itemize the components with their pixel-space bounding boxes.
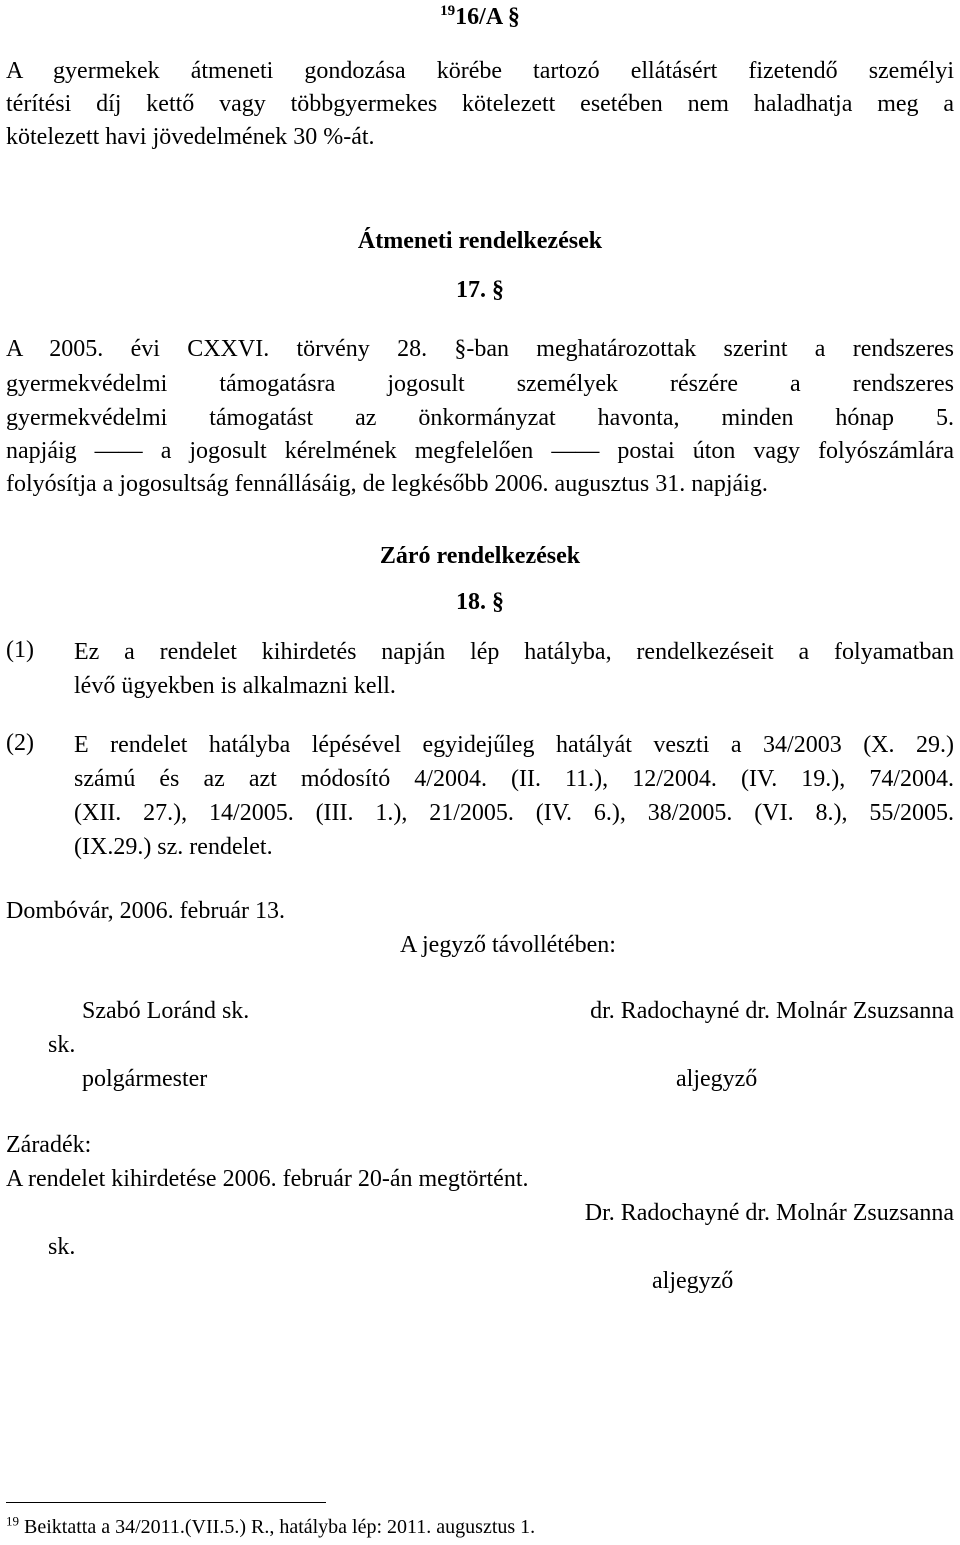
section-heading-16a: [0, 4, 960, 31]
section-title-transitional: Átmeneti rendelkezések: [357, 228, 603, 254]
paragraph-line: Ez a rendelet kihirdetés napján lép hatályba, rendelkezéseit a folyamatban: [74, 639, 954, 665]
paragraph-line: A gyermekek átmeneti gondozása körébe tartozó ellátásért fizetendő személyi: [6, 58, 954, 84]
paragraph-line: gyermekvédelmi támogatást az önkormányzat havonta, minden hónap 5.: [6, 405, 954, 431]
paragraph-line: napjáig —— a jogosult kérelmének megfelelően —— postai úton vagy folyószámlára: [6, 438, 954, 464]
section-number: 16/A §: [455, 4, 520, 30]
section-number-18: 18. §: [456, 589, 504, 615]
mayor-name: Szabó Loránd sk.: [82, 998, 250, 1024]
paragraph-line: (XII. 27.), 14/2005. (III. 1.), 21/2005. (IV. 6.), 38/2005. (VI. 8.), 55/2005.: [74, 800, 954, 826]
subsection-number-1: (1): [6, 637, 34, 663]
footnote-ref: 19: [440, 3, 456, 19]
paragraph-line: térítési díj kettő vagy többgyermekes kötelezett esetében nem haladhatja meg a: [6, 91, 954, 117]
section-title-final: Záró rendelkezések: [379, 543, 581, 569]
mayor-title: polgármester: [82, 1066, 208, 1092]
paragraph-line: számú és az azt módosító 4/2004. (II. 11.), 12/2004. (IV. 19.), 74/2004.: [74, 766, 954, 792]
paragraph-line: E rendelet hatályba lépésével egyidejűleg hatályát veszti a 34/2003 (X. 29.): [74, 732, 954, 758]
subsection-number-2: (2): [6, 730, 34, 756]
clause-signer-title: aljegyző: [652, 1268, 734, 1294]
footnote-text: Beiktatta a 34/2011.(VII.5.) R., hatályba lép: 2011. augusztus 1.: [24, 1516, 536, 1538]
clause-signer-name: Dr. Radochayné dr. Molnár Zsuzsanna: [584, 1200, 954, 1226]
paragraph-line: (IX.29.) sz. rendelet.: [74, 834, 273, 860]
paragraph-line: gyermekvédelmi támogatásra jogosult személyek részére a rendszeres: [6, 371, 954, 397]
deputy-notary-title: aljegyző: [676, 1066, 758, 1092]
footnote: [6, 1513, 536, 1539]
clause-label: Záradék:: [6, 1132, 92, 1158]
clause-text: A rendelet kihirdetése 2006. február 20-án megtörtént.: [6, 1166, 529, 1192]
footnote-number: 19: [6, 1513, 19, 1529]
place-date: Dombóvár, 2006. február 13.: [6, 898, 285, 924]
sk-mark: sk.: [48, 1032, 76, 1058]
paragraph-line: folyósítja a jogosultság fennállásáig, de legkésőbb 2006. augusztus 31. napjáig.: [6, 471, 768, 497]
deputy-notary-name: dr. Radochayné dr. Molnár Zsuzsanna: [590, 998, 954, 1024]
section-number-17: 17. §: [456, 277, 504, 303]
paragraph-line: lévő ügyekben is alkalmazni kell.: [74, 673, 396, 699]
paragraph-line: A 2005. évi CXXVI. törvény 28. §-ban meghatározottak szerint a rendszeres: [6, 336, 954, 362]
clause-sk-mark: sk.: [48, 1234, 76, 1260]
paragraph-line: kötelezett havi jövedelmének 30 %-át.: [6, 124, 375, 150]
notary-absence-note: A jegyző távollétében:: [400, 932, 616, 958]
footnote-divider: [6, 1502, 326, 1503]
